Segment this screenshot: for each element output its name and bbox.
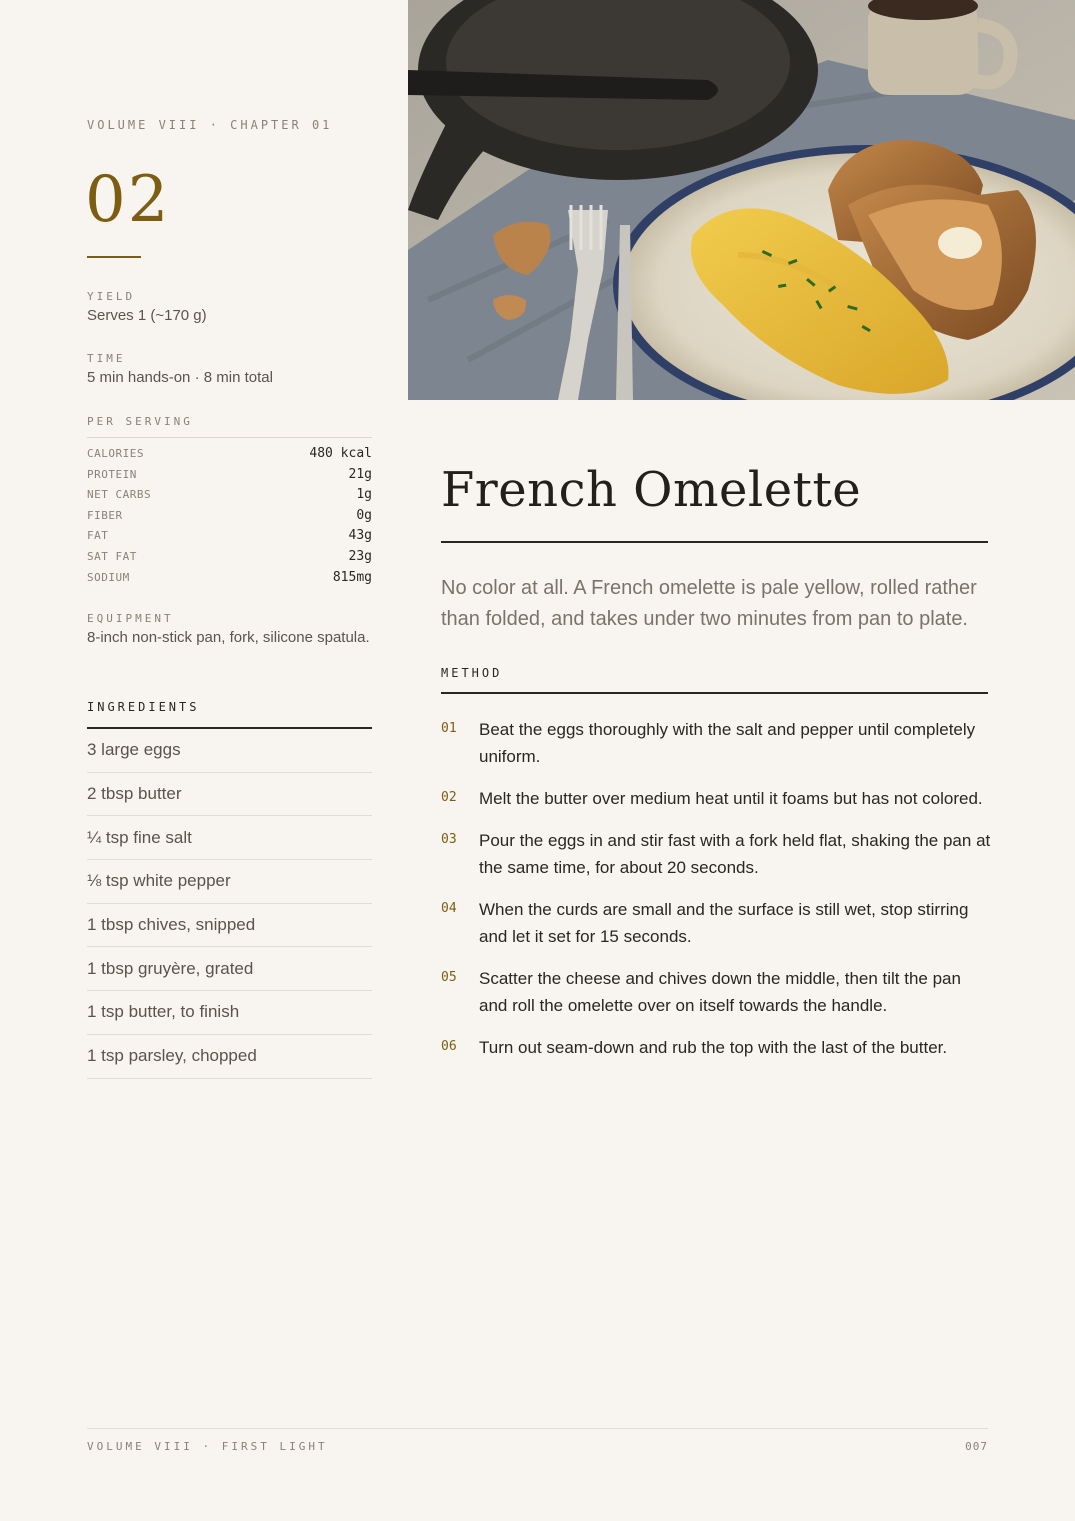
step-text: Melt the butter over medium heat until it foams but has not colored. [479, 789, 983, 808]
nutrition-label: PROTEIN [87, 467, 137, 481]
time-block [87, 352, 372, 389]
step-number: 01 [441, 721, 457, 736]
footer-volume: VOLUME VIII · FIRST LIGHT [87, 1440, 328, 1453]
step-text: Pour the eggs in and stir fast with a fork held flat, shaking the pan at the same time, for about 20 seconds. [479, 831, 991, 877]
nutrition-label: NET CARBS [87, 488, 152, 502]
ingredient-item: 1 tbsp chives, snipped [87, 904, 372, 948]
nutrition-label: SODIUM [87, 570, 130, 584]
nutrition-row [87, 549, 372, 570]
nutrition-label: SAT FAT [87, 549, 137, 563]
equipment-value: 8-inch non-stick pan, fork, silicone spatula. [87, 629, 370, 646]
step-number: 02 [441, 790, 457, 805]
footer-divider [87, 1428, 988, 1429]
nutrition-row [87, 487, 372, 508]
step-number: 05 [441, 970, 457, 985]
page-number: 007 [965, 1440, 988, 1453]
method-steps [441, 716, 1001, 1076]
nutrition-row [87, 508, 372, 529]
chapter-kicker: VOLUME VIII · CHAPTER 01 [87, 118, 333, 132]
nutrition-block [87, 415, 372, 590]
hero-photo [408, 0, 1075, 400]
equipment-block [87, 612, 372, 649]
equipment-label: EQUIPMENT [87, 612, 174, 625]
number-underline [87, 256, 141, 258]
time-label: TIME [87, 352, 126, 365]
nutrition-label: FIBER [87, 508, 123, 522]
method-divider [441, 692, 988, 694]
yield-block [87, 290, 372, 327]
nutrition-row [87, 467, 372, 488]
ingredient-item: 1 tsp butter, to finish [87, 991, 372, 1035]
nutrition-value: 1g [356, 487, 372, 503]
method-step [441, 716, 1001, 770]
step-number: 03 [441, 832, 457, 847]
method-step [441, 896, 1001, 950]
recipe-number: 02 [85, 163, 171, 237]
nutrition-row [87, 570, 372, 591]
omelette-photo-illustration [408, 0, 1075, 400]
nutrition-table [87, 446, 372, 590]
yield-value: Serves 1 (~170 g) [87, 307, 207, 324]
nutrition-value: 23g [348, 548, 372, 564]
ingredient-item: 3 large eggs [87, 729, 372, 773]
nutrition-value: 0g [356, 507, 372, 523]
ingredients-heading: INGREDIENTS [87, 700, 200, 714]
per-serving-label: PER SERVING [87, 415, 193, 428]
time-value: 5 min hands-on · 8 min total [87, 369, 273, 386]
nutrition-row [87, 446, 372, 467]
step-text: Scatter the cheese and chives down the middle, then tilt the pan and roll the omelette over on itself towards the handle. [479, 969, 961, 1015]
nutrition-row [87, 528, 372, 549]
yield-label: YIELD [87, 290, 136, 303]
ingredient-item: ¼ tsp fine salt [87, 816, 372, 860]
ingredient-list [87, 729, 372, 1079]
nutrition-value: 21g [348, 466, 372, 482]
method-heading: METHOD [441, 666, 503, 680]
nutrition-label: CALORIES [87, 447, 144, 460]
method-step [441, 827, 1001, 881]
ingredient-item: 1 tsp parsley, chopped [87, 1035, 372, 1079]
step-text: Turn out seam-down and rub the top with the last of the butter. [479, 1038, 948, 1057]
method-step [441, 785, 1001, 812]
nutrition-divider [87, 437, 372, 438]
recipe-title: French Omelette [441, 462, 862, 518]
nutrition-value: 480 kcal [309, 446, 372, 461]
recipe-intro: No color at all. A French omelette is pale yellow, rolled rather than folded, and takes under two minutes from pan to plate. [441, 577, 977, 630]
ingredient-item: 2 tbsp butter [87, 773, 372, 817]
method-step [441, 965, 1001, 1019]
method-step [441, 1034, 1001, 1061]
ingredient-item: ⅛ tsp white pepper [87, 860, 372, 904]
ingredients-block [87, 700, 372, 1079]
step-number: 04 [441, 901, 457, 916]
step-text: Beat the eggs thoroughly with the salt and pepper until completely uniform. [479, 720, 976, 766]
nutrition-value: 815mg [332, 569, 372, 585]
step-text: When the curds are small and the surface is still wet, stop stirring and let it set for 15 seconds. [479, 900, 969, 946]
nutrition-value: 43g [348, 528, 372, 544]
title-divider [441, 541, 988, 543]
step-number: 06 [441, 1039, 457, 1054]
ingredient-item: 1 tbsp gruyère, grated [87, 947, 372, 991]
nutrition-label: FAT [87, 529, 109, 543]
